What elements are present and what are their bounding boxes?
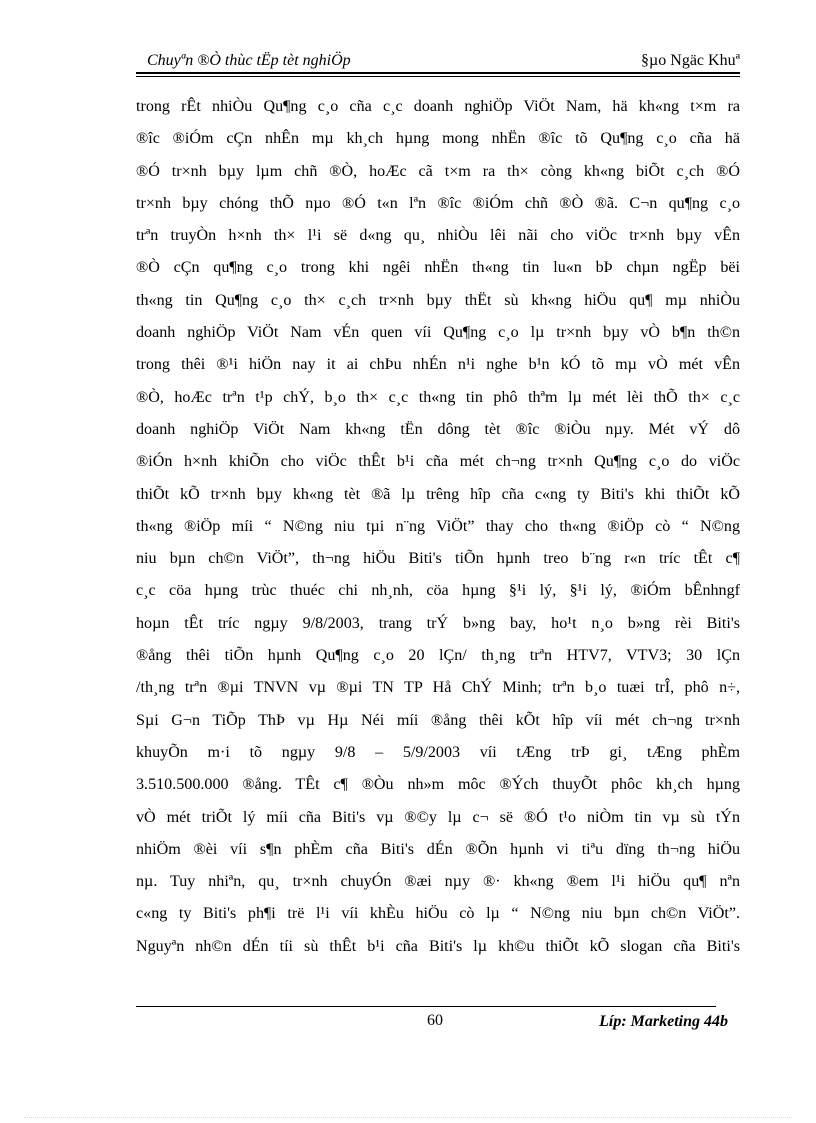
body-line: doanh nghiÖp ViÖt Nam vÉn quen víi Qu¶ng c¸o lµ tr×nh bµy vÒ b¶n th©n bbox=[136, 324, 740, 342]
body-line: Nguyªn nh©n dÉn tíi sù thÊt b¹i cña Biti's lµ kh©u thiÕt kÕ slogan cña Biti's bbox=[136, 937, 740, 955]
body-line: tr×nh bµy chóng thÕ nµo ®Ó t«n lªn ®îc ®iÓm chñ ®Ò ®ã. C¬n qu¶ng c¸o bbox=[136, 194, 740, 212]
body-line: /th¸ng trªn ®µi TNVN vµ ®µi TN TP Hå ChÝ Minh; trªn b¸o tuæi trÎ, phô n÷, bbox=[136, 679, 740, 697]
page-number: 60 bbox=[427, 1012, 443, 1029]
header-title: Chuyªn ®Ò thùc tËp tèt nghiÖp bbox=[147, 52, 351, 69]
footer-rule bbox=[136, 1006, 716, 1007]
body-line: ®Ò, hoÆc trªn t¹p chÝ, b¸o th× c¸c th«ng tin phô thªm lµ mét lèi thÕ th× c¸c bbox=[136, 388, 740, 406]
body-line: Sµi G¬n TiÕp ThÞ vµ Hµ Néi míi ®ång thêi kÕt hîp víi mét ch¬ng tr×nh bbox=[136, 711, 740, 729]
body-line: ®îc ®iÓm cÇn nhÊn mµ kh¸ch hµng mong nhËn ®îc tõ Qu¶ng c¸o cña hä bbox=[136, 130, 740, 148]
body-line: vÒ mét triÕt lý míi cña Biti's vµ ®©y lµ c¬ së ®Ó t¹o niÒm tin vµ sù tÝn bbox=[136, 808, 740, 826]
body-line: trong rÊt nhiÒu Qu¶ng c¸o cña c¸c doanh nghiÖp ViÖt Nam, hä kh«ng t×m ra bbox=[136, 98, 740, 115]
body-line: thiÕt kÕ tr×nh bµy kh«ng tèt ®ã lµ trêng hîp cña c«ng ty Biti's khi thiÕt kÕ bbox=[136, 485, 740, 503]
body-line: niu bµn ch©n ViÖt”, th¬ng hiÖu Biti's tiÕn hµnh treo b¨ng r«n tríc tÊt c¶ bbox=[136, 550, 740, 568]
body-line: nhiÖm ®èi víi s¶n phÈm cña Biti's dÉn ®Õn hµnh vi tiªu dïng th¬ng hiÖu bbox=[136, 840, 740, 858]
body-line: c¸c cöa hµng trùc thuéc chi nh¸nh, cöa hµng §¹i lý, §¹i lý, ®iÓm bÊnhngf bbox=[136, 582, 740, 600]
header-author: §µo Ngäc Khuª bbox=[641, 52, 740, 69]
body-line: ®iÓn h×nh khiÕn cho viÖc thÊt b¹i cña mét ch¬ng tr×nh Qu¶ng c¸o do viÖc bbox=[136, 453, 740, 471]
body-text bbox=[136, 91, 740, 963]
header-rule-thin bbox=[136, 76, 740, 77]
body-line: ®Ó tr×nh bµy lµm chñ ®Ò, hoÆc cã t×m ra th× còng kh«ng biÕt c¸ch ®Ó bbox=[136, 162, 740, 180]
body-line: ®Ò cÇn qu¶ng c¸o trong khi ngêi nhËn th«ng tin lu«n bÞ chµn ngËp bëi bbox=[136, 259, 740, 277]
body-line: doanh nghiÖp ViÖt Nam kh«ng tËn dông tèt ®îc ®iÒu nµy. Mét vÝ dô bbox=[136, 420, 740, 438]
body-line: nµ. Tuy nhiªn, qu¸ tr×nh chuyÓn ®æi nµy ®· kh«ng ®em l¹i hiÖu qu¶ nªn bbox=[136, 873, 740, 891]
body-line: trªn truyÒn h×nh th× l¹i së d«ng qu¸ nhiÒu lêi nãi cho viÖc tr×nh bµy vÊn bbox=[136, 227, 740, 245]
body-line: trong thêi ®¹i hiÖn nay it ai chÞu nhÉn n¹i nghe b¹n kÓ tõ mµ vÒ mét vÊn bbox=[136, 356, 740, 374]
body-line: khuyÕn m·i tõ ngµy 9/8 – 5/9/2003 víi tÆng trÞ gi¸ tÆng phÈm bbox=[136, 743, 740, 761]
body-line: th«ng tin Qu¶ng c¸o th× c¸ch tr×nh bµy thËt sù kh«ng hiÖu qu¶ mµ nhiÒu bbox=[136, 291, 740, 309]
header-rule bbox=[136, 72, 740, 74]
body-line: hoµn tÊt tríc ngµy 9/8/2003, trang trÝ b»ng bay, ho¹t n¸o b»ng rèi Biti's bbox=[136, 614, 740, 632]
footer-class-label: Líp: Marketing 44b bbox=[599, 1013, 728, 1030]
page-bottom-edge bbox=[24, 1117, 792, 1118]
body-line: c«ng ty Biti's ph¶i trë l¹i víi khÈu hiÖu cò lµ “ N©ng niu bµn ch©n ViÖt”. bbox=[136, 905, 740, 923]
body-line: ®ång thêi tiÕn hµnh Qu¶ng c¸o 20 lÇn/ th¸ng trªn HTV7, VTV3; 30 lÇn bbox=[136, 647, 740, 665]
body-line: 3.510.500.000 ®ång. TÊt c¶ ®Òu nh»m môc ®Ých thuyÕt phôc kh¸ch hµng bbox=[136, 776, 740, 794]
body-line: th«ng ®iÖp míi “ N©ng niu tµi n¨ng ViÖt” thay cho th«ng ®iÖp cò “ N©ng bbox=[136, 517, 740, 535]
